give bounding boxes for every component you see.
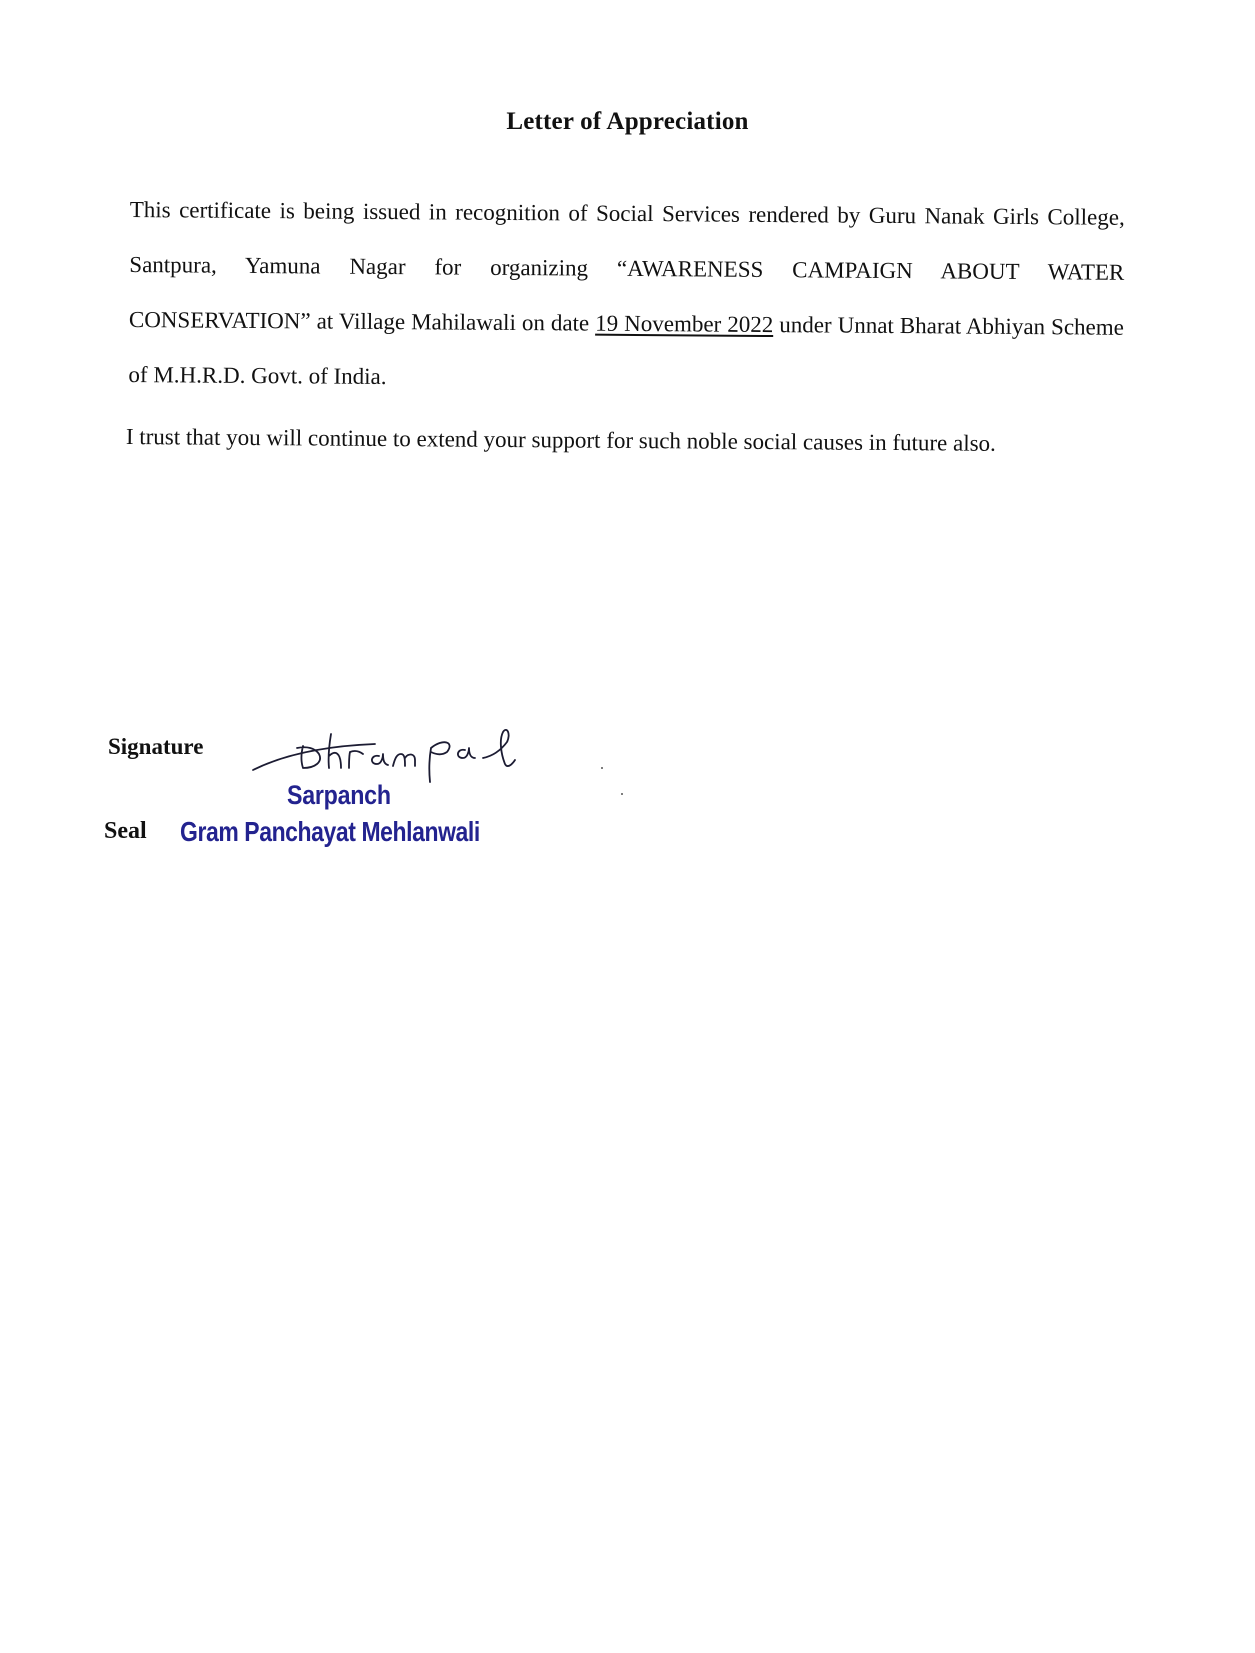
- scan-speck: [621, 793, 623, 795]
- seal-label: Seal: [104, 818, 147, 844]
- event-date: 19 November 2022: [595, 310, 774, 338]
- paragraph-text-after-date: under Unnat Bharat Abhiyan Scheme of M.H.R.D. Govt. of India.: [128, 312, 1124, 390]
- sarpanch-stamp: Sarpanch: [287, 780, 391, 810]
- body-paragraph: [128, 182, 1125, 410]
- letter-title: Letter of Appreciation: [506, 108, 749, 135]
- seal-stamp: Gram Panchayat Mehlanwali: [180, 816, 480, 847]
- signature-label: Signature: [108, 734, 204, 759]
- scan-speck: [601, 767, 603, 769]
- paragraph-text-before-date: This certificate is being issued in recognition of Social Services rendered by Guru Nanak Girls College, Santpura, Yamuna Nagar for organizing “AWARENESS CAMPAIGN ABOUT WATER CONSERVATION” at Village Mahilawali on date: [128, 196, 1125, 336]
- closing-sentence: I trust that you will continue to extend your support for such noble social causes in future also.: [125, 424, 996, 456]
